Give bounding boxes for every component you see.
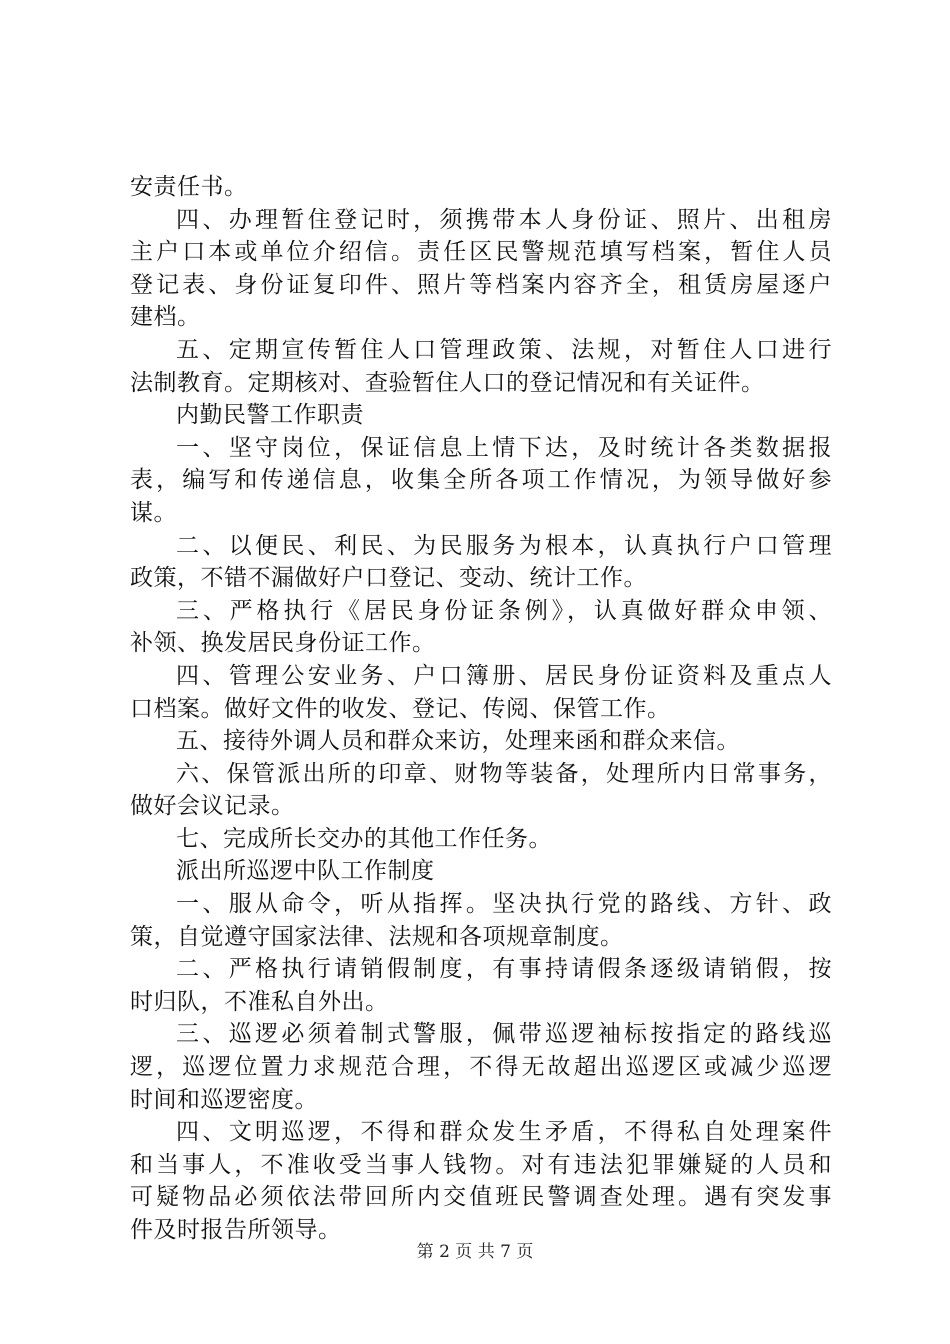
text-line: 逻，巡逻位置力求规范合理，不得无故超出巡逻区或减少巡逻	[130, 1054, 832, 1081]
text-line: 政策，不错不漏做好户口登记、变动、统计工作。	[130, 565, 647, 592]
text-line: 二、以便民、利民、为民服务为根本，认真执行户口管理	[176, 532, 832, 559]
text-line: 策，自觉遵守国家法律、法规和各项规章制度。	[130, 923, 624, 950]
text-line: 三、巡逻必须着制式警服，佩带巡逻袖标按指定的路线巡	[176, 1021, 832, 1048]
text-line: 主户口本或单位介绍信。责任区民警规范填写档案，暂住人员	[130, 239, 832, 266]
text-line: 四、办理暂住登记时，须携带本人身份证、照片、出租房	[176, 206, 832, 233]
text-line: 安责任书。	[130, 174, 248, 200]
text-line: 时归队，不准私自外出。	[130, 988, 389, 1015]
text-line: 做好会议记录。	[130, 793, 295, 820]
text-line: 件及时报告所领导。	[130, 1217, 342, 1243]
text-line: 补领、换发居民身份证工作。	[130, 630, 436, 657]
text-line: 五、定期宣传暂住人口管理政策、法规，对暂住人口进行	[176, 336, 832, 363]
text-line: 表，编写和传递信息，收集全所各项工作情况，为领导做好参	[130, 467, 832, 494]
text-line: 建档。	[130, 304, 201, 331]
text-line: 四、管理公安业务、户口簿册、居民身份证资料及重点人	[176, 662, 832, 689]
text-line: 五、接待外调人员和群众来访，处理来函和群众来信。	[176, 728, 740, 755]
text-line: 一、坚守岗位，保证信息上情下达，及时统计各类数据报	[176, 434, 832, 461]
text-line: 六、保管派出所的印章、财物等装备，处理所内日常事务，	[176, 760, 832, 787]
text-line: 谋。	[130, 499, 177, 526]
text-line: 四、文明巡逻，不得和群众发生矛盾，不得私自处理案件	[176, 1119, 832, 1146]
text-line: 二、严格执行请销假制度，有事持请假条逐级请销假，按	[176, 956, 832, 983]
text-line: 内勤民警工作职责	[176, 402, 364, 429]
text-line: 登记表、身份证复印件、照片等档案内容齐全，租赁房屋逐户	[130, 271, 832, 298]
text-line: 三、严格执行《居民身份证条例》，认真做好群众申领、	[176, 597, 832, 624]
text-line: 七、完成所长交办的其他工作任务。	[176, 825, 552, 852]
text-line: 时间和巡逻密度。	[130, 1086, 318, 1113]
text-line: 法制教育。定期核对、查验暂住人口的登记情况和有关证件。	[130, 369, 765, 396]
text-line: 口档案。做好文件的收发、登记、传阅、保管工作。	[130, 695, 671, 722]
page-footer: 第 2 页 共 7 页	[416, 1242, 534, 1262]
document-body	[130, 171, 832, 1247]
text-line: 派出所巡逻中队工作制度	[176, 858, 435, 885]
text-line: 和当事人，不准收受当事人钱物。对有违法犯罪嫌疑的人员和	[130, 1151, 832, 1178]
text-line: 一、服从命令，听从指挥。坚决执行党的路线、方针、政	[176, 891, 832, 918]
text-line: 可疑物品必须依法带回所内交值班民警调查处理。遇有突发事	[130, 1184, 832, 1211]
